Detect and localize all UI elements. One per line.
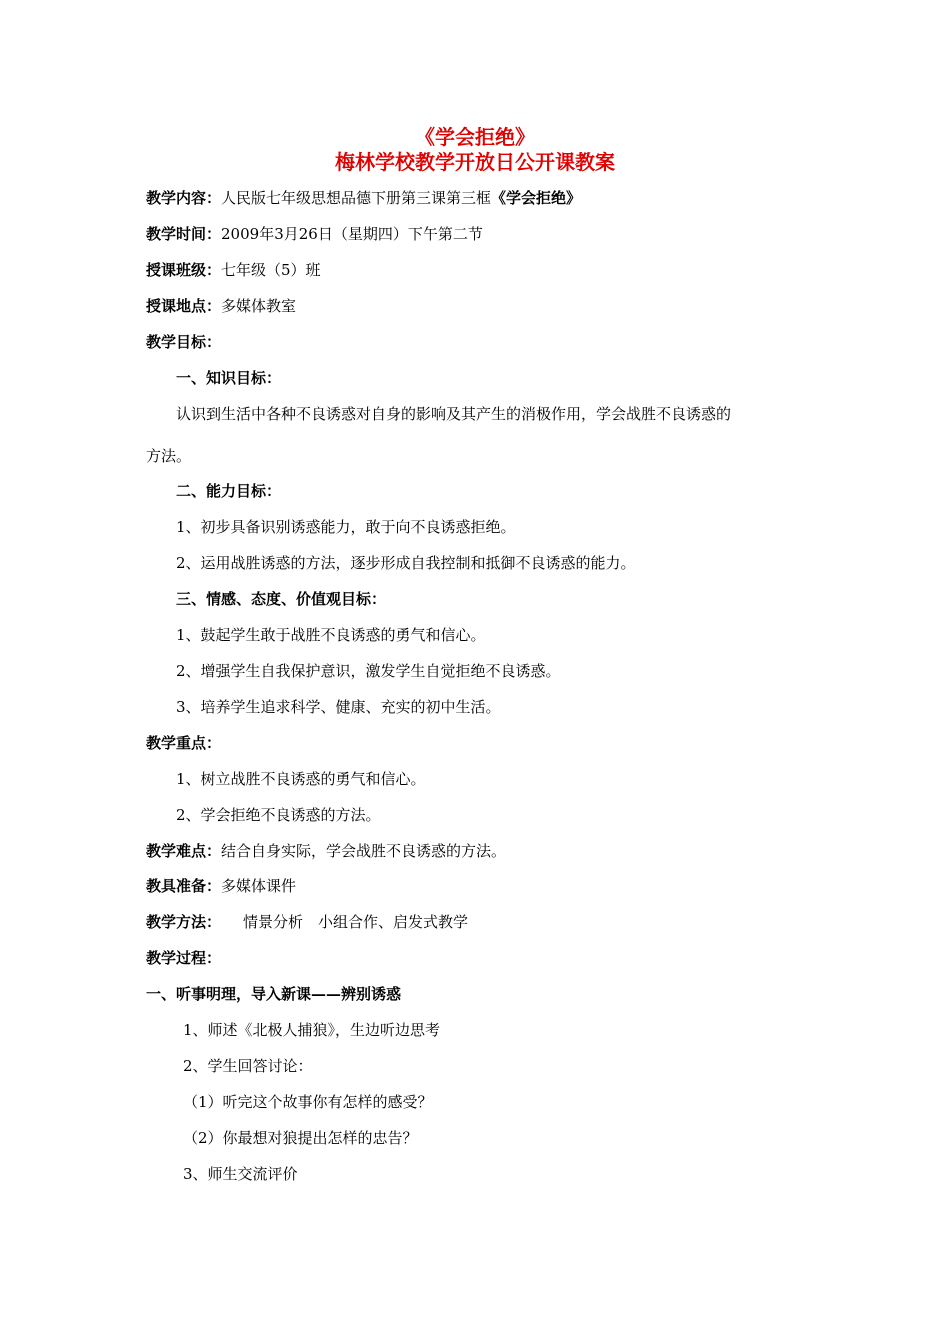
difficulty-line (146, 841, 506, 861)
process-heading: 教学过程： (146, 949, 222, 967)
place-label: 授课地点： (146, 297, 222, 315)
tools-value: 多媒体课件 (221, 877, 297, 895)
emotion-item: 1、鼓起学生敢于战胜不良诱惑的勇气和信心。 (176, 626, 486, 644)
info-time (146, 224, 483, 244)
knowledge-text-1: 认识到生活中各种不良诱惑对自身的影响及其产生的消极作用，学会战胜不良诱惑的 (176, 405, 732, 423)
ability-heading: 二、能力目标： (176, 482, 282, 500)
place-value: 多媒体教室 (221, 297, 297, 315)
process-item: 3、师生交流评价 (183, 1165, 298, 1183)
content-label: 教学内容： (146, 189, 222, 207)
knowledge-heading: 一、知识目标： (176, 369, 282, 387)
knowledge-text-2: 方法。 (146, 447, 192, 465)
doc-title-line1: 《学会拒绝》 (415, 125, 535, 149)
tools-line (146, 876, 296, 896)
tools-label: 教具准备： (146, 877, 222, 895)
time-value: 2009年3月26日（星期四）下午第二节 (221, 225, 483, 243)
process-item: 2、学生回答讨论： (183, 1057, 313, 1075)
emotion-item: 3、培养学生追求科学、健康、充实的初中生活。 (176, 698, 501, 716)
ability-item: 1、初步具备识别诱惑能力，敢于向不良诱惑拒绝。 (176, 518, 516, 536)
info-content (146, 188, 581, 208)
process-section1-heading: 一、听事明理，导入新课——辨别诱惑 (146, 985, 402, 1003)
time-label: 教学时间： (146, 225, 222, 243)
keypoint-item: 1、树立战胜不良诱惑的勇气和信心。 (176, 770, 426, 788)
ability-item: 2、运用战胜诱惑的方法，逐步形成自我控制和抵御不良诱惑的能力。 (176, 554, 636, 572)
class-label: 授课班级： (146, 261, 222, 279)
emotion-heading: 三、情感、态度、价值观目标： (176, 590, 387, 608)
methods-value: 情景分析 小组合作、启发式教学 (243, 913, 469, 931)
methods-line (146, 912, 468, 932)
info-place (146, 296, 296, 316)
difficulty-label: 教学难点： (146, 842, 222, 860)
content-value-bold: 《学会拒绝》 (491, 189, 582, 207)
process-item: （1）听完这个故事你有怎样的感受？ (183, 1093, 433, 1111)
doc-title-line2: 梅林学校教学开放日公开课教案 (335, 150, 615, 174)
methods-label: 教学方法： (146, 913, 222, 931)
process-item: 1、师述《北极人捕狼》，生边听边思考 (183, 1021, 441, 1039)
keypoints-heading: 教学重点： (146, 734, 222, 752)
keypoint-item: 2、学会拒绝不良诱惑的方法。 (176, 806, 381, 824)
goals-heading: 教学目标： (146, 333, 222, 351)
emotion-item: 2、增强学生自我保护意识，激发学生自觉拒绝不良诱惑。 (176, 662, 561, 680)
class-value: 七年级（5）班 (221, 261, 321, 279)
content-value: 人民版七年级思想品德下册第三课第三框 (221, 189, 492, 207)
process-item: （2）你最想对狼提出怎样的忠告？ (183, 1129, 418, 1147)
info-class (146, 260, 321, 280)
difficulty-value: 结合自身实际，学会战胜不良诱惑的方法。 (221, 842, 507, 860)
